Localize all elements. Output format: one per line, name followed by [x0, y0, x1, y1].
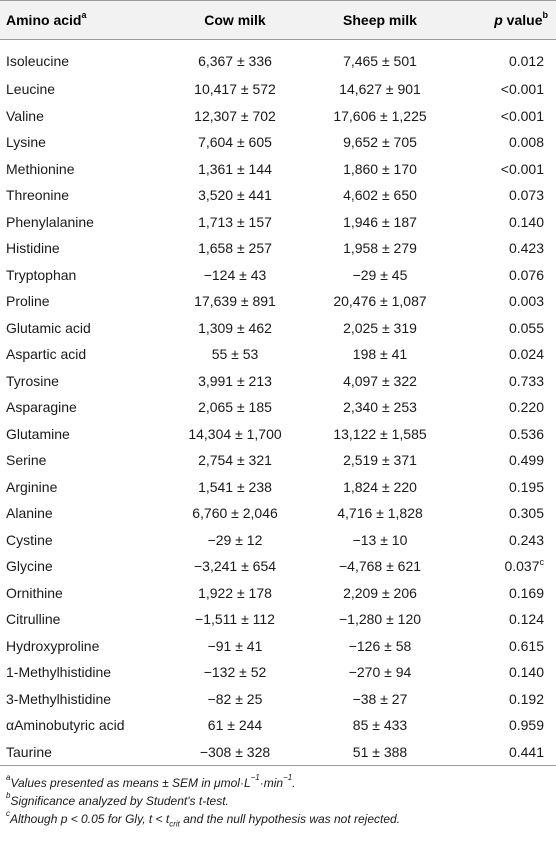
p-value: <0.001 — [500, 160, 544, 177]
sheep-milk-value: −270 ± 94 — [348, 664, 412, 681]
cow-milk-value: 61 ± 244 — [207, 717, 263, 734]
cow-milk-value: 1,361 ± 144 — [198, 160, 272, 177]
p-value-footnote-mark: c — [539, 556, 544, 567]
footnote-b: $^b$Significance analyzed by Student's t-test. — [6, 791, 229, 808]
sheep-milk-value: 7,465 ± 501 — [343, 53, 417, 69]
amino-acid-name: Valine — [6, 107, 44, 124]
p-value: 0.499 — [508, 452, 544, 469]
table-row — [0, 341, 556, 368]
cow-milk-value: 1,922 ± 178 — [198, 584, 272, 601]
amino-acid-name: αAminobutyric acid — [6, 717, 125, 734]
cow-milk-value: −3,241 ± 654 — [193, 558, 277, 575]
cow-milk-value: 2,065 ± 185 — [198, 399, 272, 416]
table-row — [0, 156, 556, 183]
p-value: 0.195 — [508, 478, 544, 495]
cow-milk-value: −132 ± 52 — [203, 664, 267, 681]
sheep-milk-value: 4,602 ± 650 — [343, 187, 417, 204]
sheep-milk-value: 2,340 ± 253 — [343, 399, 417, 416]
table-row — [0, 182, 556, 209]
p-value: 0.076 — [508, 266, 544, 283]
p-value: 0.615 — [508, 637, 544, 654]
amino-acid-name: Asparagine — [6, 399, 77, 416]
amino-acid-name: Leucine — [6, 81, 56, 98]
footnote-c: $^c$Although p < 0.05 for Gly, $t < t_{crit}$ and the null hypothesis was not rejected. — [6, 809, 401, 829]
table-row — [0, 527, 556, 554]
amino-acid-name: Lysine — [6, 134, 46, 151]
sheep-milk-value: 1,860 ± 170 — [343, 160, 417, 177]
sheep-milk-value: 1,946 ± 187 — [343, 213, 417, 230]
table-row — [0, 553, 556, 580]
sheep-milk-value: −4,768 ± 621 — [338, 558, 422, 575]
p-value: 0.192 — [508, 690, 544, 707]
table-row — [0, 262, 556, 289]
sheep-milk-value: −38 ± 27 — [352, 690, 408, 707]
sheep-milk-value: 9,652 ± 705 — [343, 134, 417, 151]
sheep-milk-value: −29 ± 45 — [352, 266, 408, 283]
cow-milk-value: −124 ± 43 — [203, 266, 267, 283]
sheep-milk-value: 1,824 ± 220 — [343, 478, 417, 495]
p-value: 0.003 — [508, 293, 544, 310]
table-row — [0, 712, 556, 739]
amino-acid-name: Phenylalanine — [6, 213, 94, 230]
header-amino-acid: Amino acid$^a$ — [0, 1, 160, 40]
cow-milk-value: −308 ± 328 — [199, 743, 271, 760]
p-value: 0.305 — [508, 505, 544, 522]
table-row — [0, 394, 556, 421]
cow-milk-value: 6,760 ± 2,046 — [192, 505, 278, 522]
table-row — [0, 447, 556, 474]
amino-acid-name: Threonine — [6, 187, 70, 204]
table-row — [0, 315, 556, 342]
sheep-milk-value: 17,606 ± 1,225 — [333, 107, 427, 124]
amino-acid-name: 1-Methylhistidine — [6, 664, 112, 681]
table-row — [0, 209, 556, 236]
table-row — [0, 474, 556, 501]
p-value: 0.243 — [508, 531, 544, 548]
cow-milk-value: −82 ± 25 — [207, 690, 263, 707]
table-row — [0, 288, 556, 315]
amino-acid-name: Glutamic acid — [6, 319, 91, 336]
p-value: <0.001 — [500, 81, 544, 98]
cow-milk-value: 3,520 ± 441 — [198, 187, 272, 204]
amino-acid-name: Methionine — [6, 160, 75, 177]
p-value: 0.140 — [508, 213, 544, 230]
table-row — [0, 76, 556, 103]
p-value: 0.008 — [508, 134, 544, 151]
sheep-milk-value: 2,209 ± 206 — [343, 584, 417, 601]
footnote-a: $^a$Values presented as means ± SEM in $\mu mol\cdot L^{-1}\cdot\min^{-1}$. — [6, 773, 296, 790]
table-body — [0, 40, 556, 766]
p-value: 0.536 — [508, 425, 544, 442]
table-row — [0, 686, 556, 713]
table-footnotes — [0, 766, 556, 833]
table-row — [0, 129, 556, 156]
p-value: 0.037$^c$ — [504, 556, 544, 575]
amino-acid-name: Ornithine — [6, 584, 63, 601]
table-row — [0, 40, 556, 77]
sheep-milk-value: −13 ± 10 — [352, 531, 408, 548]
amino-acid-name: Tyrosine — [6, 372, 59, 389]
cow-milk-value: 1,309 ± 462 — [198, 319, 272, 336]
cow-milk-value: 2,754 ± 321 — [198, 452, 272, 469]
p-value: 0.169 — [508, 584, 544, 601]
p-value: 0.441 — [508, 743, 544, 760]
header-cow-milk: Cow milk — [160, 1, 310, 40]
p-value: <0.001 — [500, 107, 544, 124]
amino-acid-name: Citrulline — [6, 611, 61, 628]
sheep-milk-value: 2,025 ± 319 — [343, 319, 417, 336]
p-value: 0.733 — [508, 372, 544, 389]
header-p-value: p value$^b$ — [450, 1, 556, 40]
p-value: 0.012 — [508, 53, 544, 69]
cow-milk-value: −29 ± 12 — [207, 531, 263, 548]
sheep-milk-value: 198 ± 41 — [352, 346, 408, 363]
table-row — [0, 235, 556, 262]
amino-acid-name: Arginine — [6, 478, 58, 495]
cow-milk-value: −91 ± 41 — [207, 637, 263, 654]
amino-acid-name: Glycine — [6, 558, 53, 575]
sheep-milk-value: 85 ± 433 — [352, 717, 408, 734]
p-value: 0.959 — [508, 717, 544, 734]
cow-milk-value: 14,304 ± 1,700 — [188, 425, 282, 442]
table-row — [0, 368, 556, 395]
p-value: 0.140 — [508, 664, 544, 681]
table-row — [0, 606, 556, 633]
amino-acid-name: Aspartic acid — [6, 346, 87, 363]
sheep-milk-value: −126 ± 58 — [348, 637, 412, 654]
p-value: 0.124 — [508, 611, 544, 628]
p-value: 0.423 — [508, 240, 544, 257]
cow-milk-value: 1,541 ± 238 — [198, 478, 272, 495]
amino-acid-name: Histidine — [6, 240, 60, 257]
sheep-milk-value: 14,627 ± 901 — [339, 81, 421, 98]
table-header — [0, 1, 556, 40]
sheep-milk-value: 20,476 ± 1,087 — [333, 293, 427, 310]
amino-acid-name: Tryptophan — [6, 266, 77, 283]
cow-milk-value: 17,639 ± 891 — [194, 293, 276, 310]
table-row — [0, 633, 556, 660]
cow-milk-value: 10,417 ± 572 — [194, 81, 276, 98]
amino-acid-name: Cystine — [6, 531, 53, 548]
p-value: 0.055 — [508, 319, 544, 336]
sheep-milk-value: 51 ± 388 — [352, 743, 408, 760]
cow-milk-value: 1,658 ± 257 — [198, 240, 272, 257]
header-sheep-milk: Sheep milk — [310, 1, 450, 40]
amino-acid-name: Isoleucine — [6, 53, 70, 69]
amino-acid-name: 3-Methylhistidine — [6, 690, 112, 707]
cow-milk-value: 1,713 ± 157 — [198, 213, 272, 230]
sheep-milk-value: 13,122 ± 1,585 — [333, 425, 427, 442]
cow-milk-value: −1,511 ± 112 — [195, 611, 275, 628]
sheep-milk-value: 1,958 ± 279 — [343, 240, 417, 257]
p-value: 0.220 — [508, 399, 544, 416]
amino-acid-name: Serine — [6, 452, 47, 469]
amino-acid-name: Alanine — [6, 505, 53, 522]
sheep-milk-value: 4,716 ± 1,828 — [337, 505, 423, 522]
p-value: 0.073 — [508, 187, 544, 204]
cow-milk-value: 55 ± 53 — [211, 346, 259, 363]
table-row — [0, 421, 556, 448]
table-row — [0, 739, 556, 766]
sheep-milk-value: −1,280 ± 120 — [338, 611, 422, 628]
table-row — [0, 580, 556, 607]
cow-milk-value: 3,991 ± 213 — [198, 372, 272, 389]
table-row — [0, 500, 556, 527]
table-row — [0, 103, 556, 130]
table-row — [0, 659, 556, 686]
amino-acid-name: Glutamine — [6, 425, 70, 442]
cow-milk-value: 6,367 ± 336 — [198, 53, 272, 69]
amino-acid-name: Proline — [6, 293, 50, 310]
sheep-milk-value: 2,519 ± 371 — [343, 452, 417, 469]
amino-acid-name: Taurine — [6, 743, 52, 760]
cow-milk-value: 12,307 ± 702 — [194, 107, 276, 124]
cow-milk-value: 7,604 ± 605 — [198, 134, 272, 151]
sheep-milk-value: 4,097 ± 322 — [343, 372, 417, 389]
p-value: 0.024 — [508, 346, 544, 363]
amino-acid-name: Hydroxyproline — [6, 637, 100, 654]
